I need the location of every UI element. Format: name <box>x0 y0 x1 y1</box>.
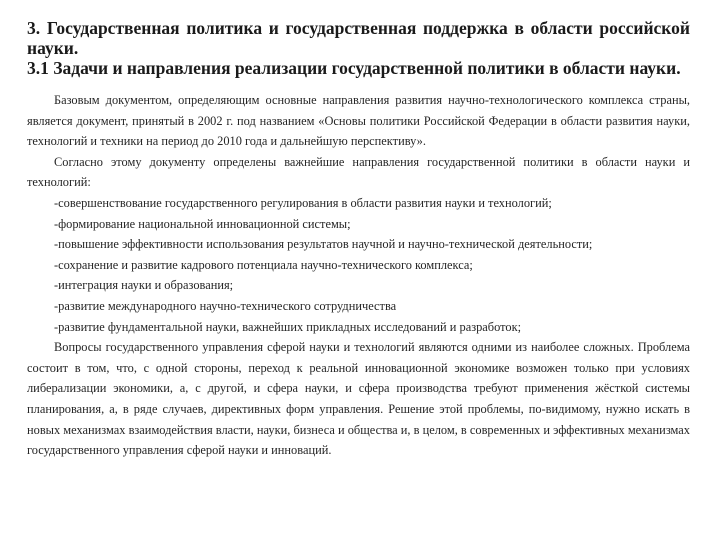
paragraph-base-document: Базовым документом, определяющим основные направления развития научно-технологического комплекса страны, является документ, принятый в 2002 г. под названием «Основы политики Российской Федерации в области развития науки, технологий и техники на период до 2010 года и дальнейшую перспективу». <box>27 93 690 149</box>
document-body <box>27 90 690 461</box>
list-item: -развитие международного научно-технического сотрудничества <box>54 298 397 313</box>
list-item: -развитие фундаментальной науки, важнейших прикладных исследований и разработок; <box>54 319 522 334</box>
list-item: -совершенствование государственного регулирования в области развития науки и технологий; <box>54 195 552 210</box>
list-item: -сохранение и развитие кадрового потенциала научно-технического комплекса; <box>54 257 473 272</box>
policy-directions-list <box>27 193 690 337</box>
subsection-heading: 3.1 Задачи и направления реализации государственной политики в области науки. <box>27 58 681 78</box>
document-page <box>27 18 690 461</box>
list-item: -формирование национальной инновационной системы; <box>54 216 351 231</box>
list-item: -повышение эффективности использования результатов научной и научно-технической деятельности; <box>54 237 593 252</box>
paragraph-management-issues: Вопросы государственного управления сферой науки и технологий являются одними из наиболее сложных. Проблема состоит в том, что, с одной стороны, переход к реальной инновационной экономике возможен только при условиях либерализации экономики, а, с другой, и сфера науки, и сфера производства требуют применения жёсткой системы планирования, а, в ряде случаев, директивных форм управления. Решение этой проблемы, по-видимому, нужно искать в новых механизмах взаимодействия власти, науки, бизнеса и общества и, в целом, в современных и эффективных механизмах государственного управления сферой науки и инноваций. <box>27 340 690 458</box>
paragraph-directions-intro: Согласно этому документу определены важнейшие направления государственной политики в области науки и технологий: <box>27 154 690 190</box>
section-heading: 3. Государственная политика и государственная поддержка в области российской науки. <box>27 18 690 58</box>
list-item: -интеграция науки и образования; <box>54 278 234 293</box>
